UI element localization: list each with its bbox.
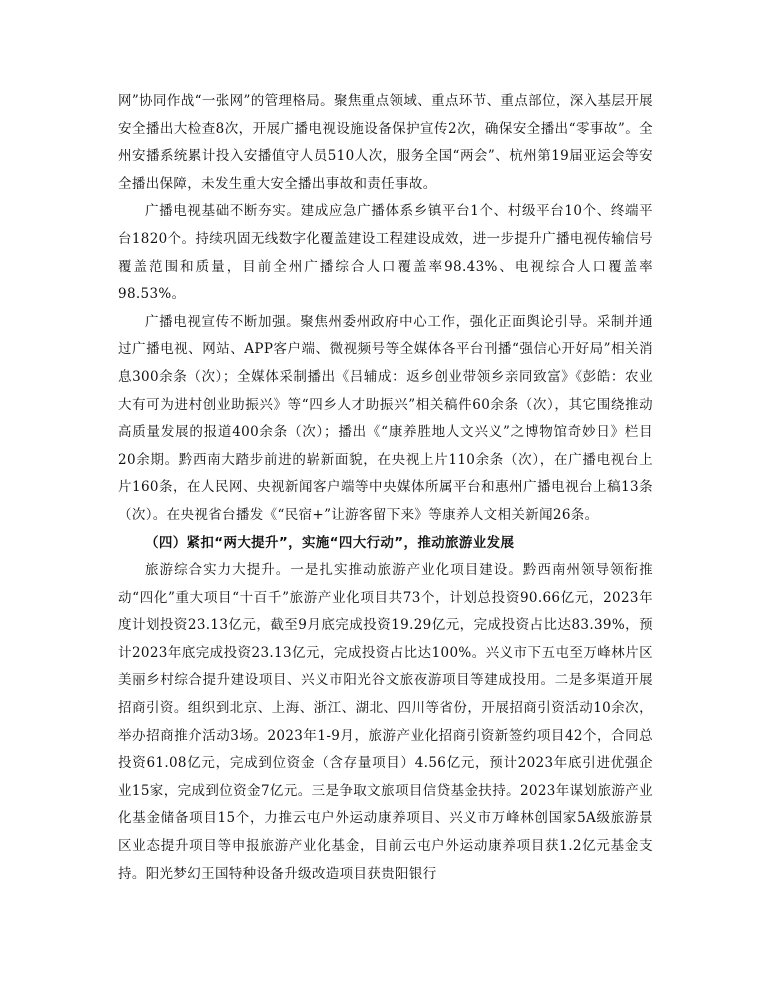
paragraph-publicity: 广播电视宣传不断加强。聚焦州委州政府中心工作，强化正面舆论引导。采制并通过广播电视、网站、APP客户端、微视频号等全媒体各平台刊播“强信心开好局”相关消息300余条（次）；全媒体采制播出《吕辅成：返乡创业带领乡亲同致富》《彭皓：农业大有可为进村创业助振兴》等“四乡人才助振兴”相关稿件60余条（次），其它围绕推动高质量发展的报道400余条（次）；播出《“康养胜地人文兴义”之博物馆奇妙日》栏目20余期。黔西南大踏步前进的崭新面貌，在央视上片110余条（次），在广播电视台上片160条，在人民网、央视新闻客户端等中央媒体所属平台和惠州广播电视台上稿13条（次）。在央视省台播发《“民宿+”让游客留下来》等康养人文相关新闻26条。 [118, 313, 653, 523]
document-body [118, 88, 653, 888]
section-heading: （四）紧扣“两大提升”，实施“四大行动”，推动旅游业发展 [145, 534, 515, 551]
paragraph-tourism-strength: 旅游综合实力大提升。一是扎实推动旅游产业化项目建设。黔西南州领导领衔推动“四化”重大项目“十百千”旅游产业化项目共73个，计划总投资90.66亿元，2023年度计划投资23.13亿元，截至9月底完成投资19.29亿元，完成投资占比达83.39%，预计2023年底完成投资23.13亿元，完成投资占比达100%。兴义市下五屯至万峰林片区美丽乡村综合提升建设项目、兴义市阳光谷文旅夜游项目等建成投用。二是多渠道开展招商引资。组织到北京、上海、浙江、湖北、四川等省份，开展招商引资活动10余次，举办招商推介活动3场。2023年1-9月，旅游产业化招商引资新签约项目42个，合同总投资61.08亿元，完成到位资金（含存量项目）4.56亿元，预计2023年底引进优强企业15家，完成到位资金7亿元。三是争取文旅项目信贷基金扶持。2023年谋划旅游产业化基金储备项目15个，力推云屯户外运动康养项目、兴义市万峰林创国家5A级旅游景区业态提升项目等申报旅游产业化基金，目前云屯户外运动康养项目获1.2亿元基金支持。阳光梦幻王国特种设备升级改造项目获贵阳银行 [118, 562, 653, 882]
paragraph-infrastructure: 广播电视基础不断夯实。建成应急广播体系乡镇平台1个、村级平台10个、终端平台1820个。持续巩固无线数字化覆盖建设工程建设成效，进一步提升广播电视传输信号覆盖范围和质量，目前全州广播综合人口覆盖率98.43%、电视综合人口覆盖率98.53%。 [118, 203, 653, 303]
paragraph-safety-broadcast: 网”协同作战“一张网”的管理格局。聚焦重点领域、重点环节、重点部位，深入基层开展安全播出大检查8次，开展广播电视设施设备保护宣传2次，确保安全播出“零事故”。全州安播系统累计投入安播值守人员510人次，服务全国“两会”、杭州第19届亚运会等安全播出保障，未发生重大安全播出事故和责任事故。 [118, 93, 653, 192]
